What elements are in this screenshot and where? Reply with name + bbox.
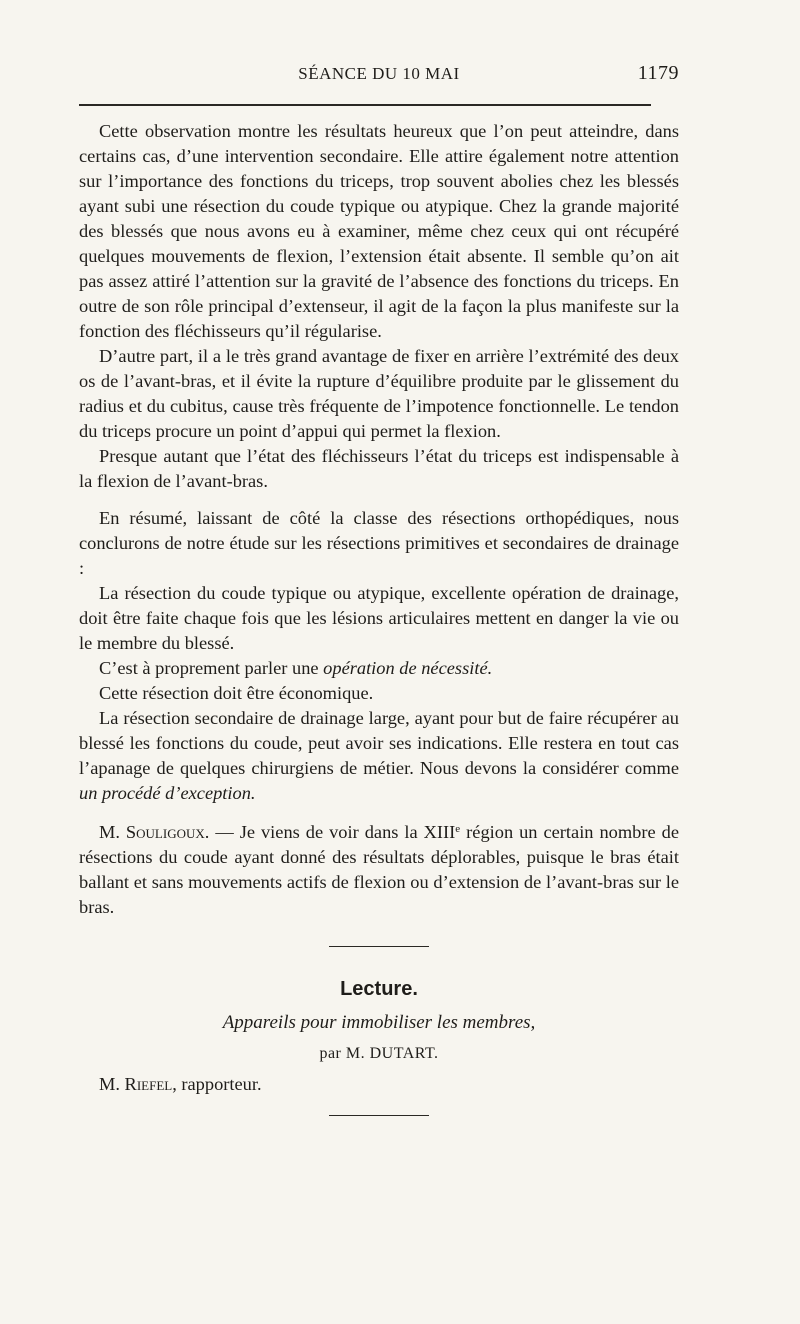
paragraph-economique: Cette résection doit être économique. — [99, 683, 374, 703]
paragraph-resection-typique: La résection du coude typique ou atypique, excellente opération de drainage, doit être faite chaque fois que les lésions articulaires mettent en danger la vie ou le membre du blessé. — [79, 583, 679, 653]
section-rule — [329, 946, 429, 947]
body-text — [79, 119, 679, 1116]
souligoux-text-after: région un certain nombre de résections du coude ayant donné des résultats déplorables, puisque le bras était ballant et sans mouvements actifs de flexion ou d’extension de l’avant-bras sur le bras. — [79, 822, 679, 917]
lecture-title: Lecture. — [340, 978, 418, 1000]
running-title: SÉANCE DU 10 MAI — [298, 64, 460, 83]
souligoux-text-before: — Je viens de voir dans la XIII — [209, 822, 456, 842]
lecture-subtitle: Appareils pour immobiliser les membres, — [222, 1012, 536, 1033]
lecture-author: par M. DUTART. — [319, 1045, 439, 1062]
necessity-emphasis: opération de nécessité. — [323, 658, 493, 678]
necessity-prefix: C’est à proprement parler une — [99, 658, 324, 678]
paragraph-autre-part: D’autre part, il a le très grand avantage de fixer en arrière l’extrémité des deux os de l’avant-bras, et il évite la rupture d’équilibre produite par le glissement du radius et du cubitus, cause très fréquente de l’impotence fonctionnelle. Le tendon du triceps procure un point d’appui qui permet la flexion. — [79, 346, 679, 441]
page-number: 1179 — [637, 62, 679, 84]
header-rule — [79, 104, 651, 106]
secondary-text: La résection secondaire de drainage large, ayant pour but de faire récupérer au blessé les fonctions du coude, peut avoir ses indications. Elle restera en tout cas l’apanage de quelques chirurgiens de métier. Nous devons la considérer comme — [79, 708, 679, 778]
rapporteur-name: M. Riefel, — [99, 1074, 177, 1094]
paragraph-souligoux — [79, 820, 679, 920]
secondary-emphasis: un procédé d’exception. — [79, 783, 256, 803]
page-header — [79, 60, 679, 90]
rapporteur-line — [79, 1072, 679, 1097]
end-rule — [329, 1115, 429, 1116]
paragraph-observation: Cette observation montre les résultats heureux que l’on peut atteindre, dans certains cas, d’une intervention secondaire. Elle attire également notre attention sur l’importance des fonctions du triceps, trop souvent abolies chez les blessés ayant subi une résection du coude typique ou atypique. Chez la grande majorité des blessés que nous avons eu à examiner, même chez ceux qui ont récupéré quelques mouvements de flexion, l’extension était absente. Il semble qu’on ait pas assez attiré l’attention sur la gravité de l’absence des fonctions du triceps. En outre de son rôle principal d’extenseur, il agit de la façon la plus manifeste sur la fonction des fléchisseurs qu’il régularise. — [79, 121, 679, 341]
superscript-e: e — [455, 823, 461, 835]
rapporteur-role: rapporteur. — [176, 1074, 262, 1094]
paragraph-necessite — [79, 656, 679, 681]
paragraph-presque: Presque autant que l’état des fléchisseurs l’état du triceps est indispensable à la flexion de l’avant-bras. — [79, 446, 679, 491]
speaker-name: M. Souligoux. — [99, 822, 210, 842]
paragraph-resume: En résumé, laissant de côté la classe des résections orthopédiques, nous conclurons de notre étude sur les résections primitives et secondaires de drainage : — [79, 508, 679, 578]
paragraph-secondaire — [79, 706, 679, 806]
